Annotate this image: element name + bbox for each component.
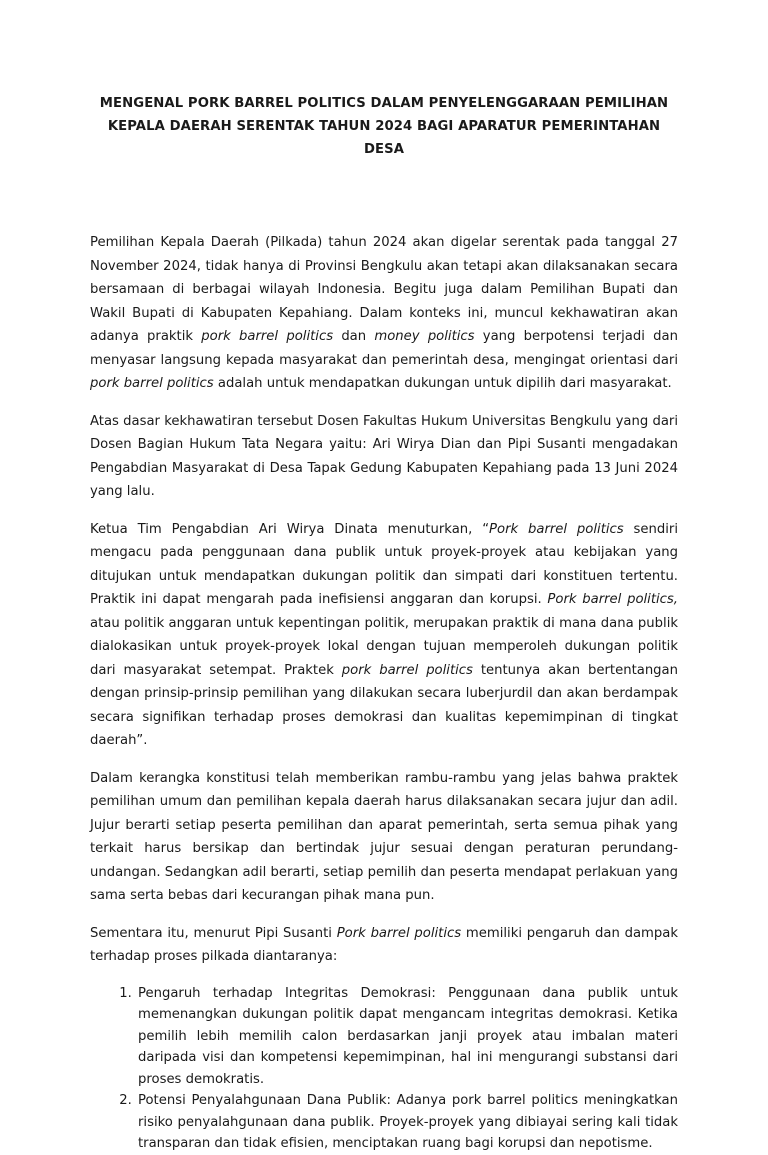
italic-term: Pork barrel politics, <box>547 592 678 607</box>
paragraph-3 <box>90 518 678 753</box>
text-run: Pemilihan Kepala Daerah (Pilkada) tahun 2024 akan digelar serentak pada tanggal 27 November 2024, tidak hanya di Provinsi Bengkulu akan tetapi akan dilaksanakan secara bersamaan di berbagai wilayah Indonesia. Begitu juga dalam Pemilihan Bupati dan Wakil Bupati di Kabupaten Kepahiang. Dalam konteks ini, muncul kekhawatiran akan adanya praktik <box>90 235 678 344</box>
text-run: memiliki pengaruh dan dampak terhadap proses pilkada diantaranya: <box>90 925 678 964</box>
list-item: 1. Pengaruh terhadap Integritas Demokrasi: Penggunaan dana publik untuk memenangkan dukungan politik dapat mengancam integritas demokrasi. Ketika pemilih lebih memilih calon berdasarkan janji proyek atau imbalan materi daripada visi dan kompetensi kepemimpinan, hal ini mengurangi substansi dari proses demokratis. <box>136 983 678 1091</box>
italic-term: pork barrel politics <box>341 662 473 678</box>
italic-term: Pork barrel politics <box>489 521 624 537</box>
impact-list <box>90 983 678 1155</box>
text-run: sendiri mengacu pada penggunaan dana publik untuk proyek-proyek atau kebijakan yang ditujukan untuk mendapatkan dukungan politik dan simpati dari konstituen tertentu. Praktik ini dapat mengarah pada inefisiensi anggaran dan korupsi. <box>90 521 679 607</box>
italic-term: Pork barrel politics <box>336 925 462 941</box>
text-run: Sementara itu, menurut Pipi Susanti <box>90 925 337 941</box>
list-item: 2. Potensi Penyalahgunaan Dana Publik: Adanya pork barrel politics meningkatkan risiko penyalahgunaan dana publik. Proyek-proyek yang dibiayai sering kali tidak transparan dan tidak efisien, menciptakan ruang bagi korupsi dan nepotisme. <box>136 1090 678 1155</box>
paragraph-2: Atas dasar kekhawatiran tersebut Dosen Fakultas Hukum Universitas Bengkulu yang dari Dosen Bagian Hukum Tata Negara yaitu: Ari Wirya Dian dan Pipi Susanti mengadakan Pengabdian Masyarakat di Desa Tapak Gedung Kabupaten Kepahiang pada 13 Juni 2024 yang lalu. <box>90 413 678 499</box>
text-run: adalah untuk mendapatkan dukungan untuk dipilih dari masyarakat. <box>213 376 672 391</box>
title-line-1: MENGENAL PORK BARREL POLITICS DALAM PENYELENGGARAAN PEMILIHAN <box>99 96 669 111</box>
italic-term: pork barrel politics <box>90 376 214 391</box>
italic-term: pork barrel politics <box>201 329 334 344</box>
title-line-2: KEPALA DAERAH SERENTAK TAHUN 2024 BAGI APARATUR PEMERINTAHAN DESA <box>107 119 661 157</box>
text-run: yang berpotensi terjadi dan menyasar langsung kepada masyarakat dan pemerintah desa, mengingat orientasi dari <box>90 329 678 368</box>
paragraph-4: Dalam kerangka konstitusi telah memberikan rambu-rambu yang jelas bahwa praktek pemilihan umum dan pemilihan kepala daerah harus dilaksanakan secara jujur dan adil. Jujur berarti setiap peserta pemilihan dan aparat pemerintah, serta semua pihak yang terkait harus bersikap dan bertindak jujur sesuai dengan peraturan perundang-undangan. Sedangkan adil berarti, setiap pemilih dan peserta mendapat perlakuan yang sama serta bebas dari kecurangan pihak mana pun. <box>90 770 678 903</box>
document-title <box>90 92 678 161</box>
paragraph-5 <box>90 922 678 969</box>
text-run: atau politik anggaran untuk kepentingan politik, merupakan praktik di mana dana publik dialokasikan untuk proyek-proyek lokal dengan tujuan memperoleh dukungan politik dari masyarakat setempat. Praktek <box>90 615 678 678</box>
paragraph-1 <box>90 231 678 396</box>
italic-term: money politics <box>374 329 475 344</box>
text-run: dan <box>333 329 375 344</box>
text-run: Ketua Tim Pengabdian Ari Wirya Dinata menuturkan, “ <box>90 521 490 537</box>
text-run: tentunya akan bertentangan dengan prinsip-prinsip pemilihan yang dilakukan secara luberjurdil dan akan berdampak secara signifikan terhadap proses demokrasi dan kualitas kepemimpinan di tingkat daerah”. <box>90 662 678 748</box>
